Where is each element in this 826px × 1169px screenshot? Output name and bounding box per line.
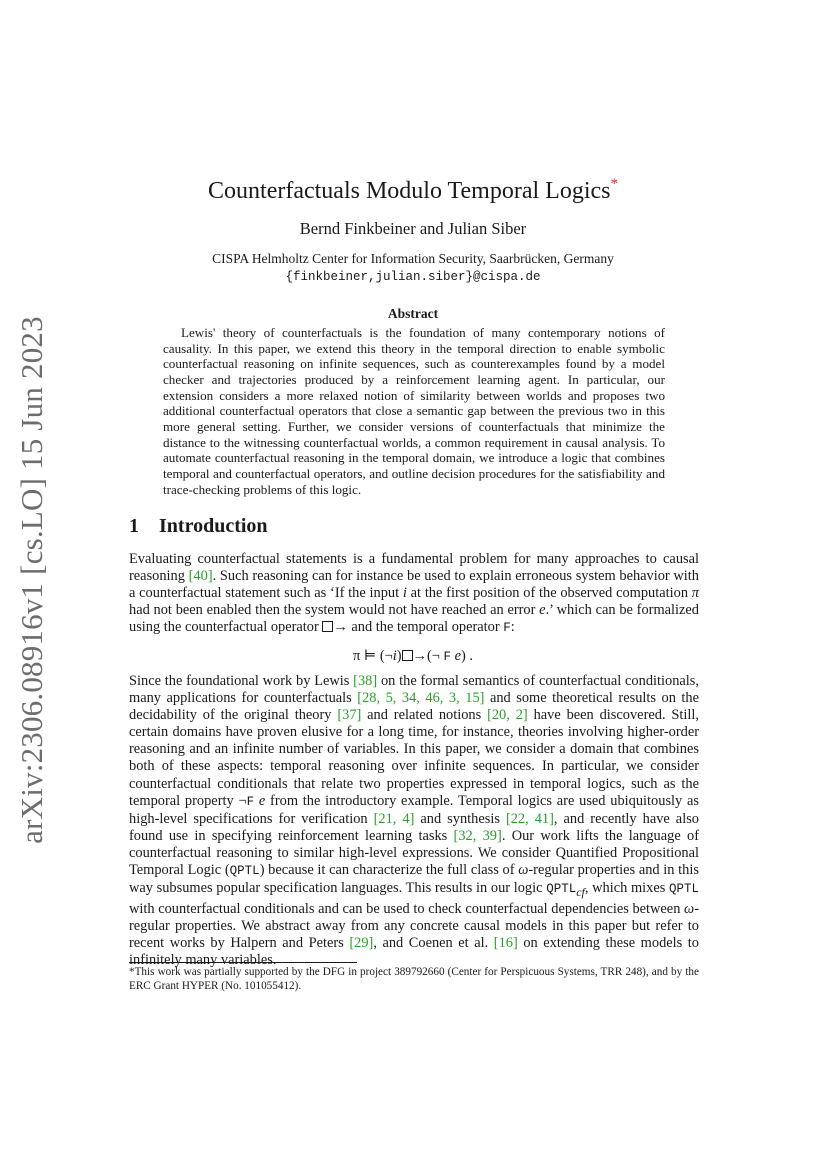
citation-link[interactable]: [20, 2]	[487, 707, 528, 724]
arxiv-identifier-text: arXiv:2306.08916v1 [cs.LO] 15 Jun 2023	[14, 316, 49, 844]
intro-paragraph-1	[129, 551, 699, 637]
citation-link[interactable]: [37]	[337, 707, 362, 724]
text-run: , and Coenen et al.	[373, 935, 494, 952]
math-var: i	[402, 585, 407, 602]
text-run: on the formal semantics of counterfactual conditionals, many applications for counterfactuals	[129, 673, 699, 707]
section-title: Introduction	[159, 515, 268, 537]
footnote-rule	[129, 962, 357, 963]
math-var: e	[258, 792, 266, 809]
formula-part: π ⊨ (¬	[353, 648, 393, 664]
title-footnote-mark[interactable]: *	[610, 176, 618, 192]
affiliation: CISPA Helmholtz Center for Information Security, Saarbrücken, Germany	[212, 251, 614, 266]
email	[0, 268, 826, 284]
math-var: ω	[684, 901, 695, 918]
logic-name: QPTL	[669, 882, 700, 897]
text-run: -regular properties and in this way subsumes popular specification languages. This results in our logic	[129, 862, 699, 897]
formula-part: )	[396, 648, 402, 664]
citation-link[interactable]: [16]	[493, 935, 518, 952]
intro-paragraph-2	[129, 673, 699, 969]
logic-name: QPTL	[546, 882, 577, 897]
footnote: *This work was partially supported by the DFG in project 389792660 (Center for Perspicuous Systems, TRR 248), and by the ERC Grant HYPER (No. 101055412).	[129, 966, 699, 992]
text-run: and some theoretical results on the decidability of the original theory	[129, 690, 700, 724]
citation-link[interactable]: [38]	[353, 673, 378, 689]
citation-link[interactable]: [40]	[188, 568, 213, 585]
text-run: and the temporal operator	[347, 619, 504, 636]
text-run: . Our work lifts the language of counterfactual reasoning to similar high-level expressions. We consider Quantified Propositional Temporal Logic (	[129, 827, 699, 879]
temporal-operator: F	[246, 794, 255, 809]
temporal-operator: F	[443, 650, 451, 664]
text-run: Since the foundational work by Lewis	[129, 673, 354, 689]
counterfactual-arrow: →	[333, 619, 348, 636]
formula-var: e	[454, 648, 461, 664]
text-run: Evaluating counterfactual statements is a fundamental problem for many approaches to causal reasoning	[129, 551, 699, 585]
abstract-heading: Abstract	[387, 306, 439, 321]
text-run: , which mixes	[584, 880, 669, 897]
citation-link[interactable]: [32, 39]	[453, 827, 502, 844]
text-run: on extending these models to infinitely many variables.	[129, 935, 699, 969]
citation-link[interactable]: [29]	[349, 935, 374, 952]
citation-link[interactable]: [21, 4]	[373, 810, 415, 827]
authors: Bernd Finkbeiner and Julian Siber	[299, 219, 527, 238]
text-run: at the first position of the observed computation	[406, 585, 692, 602]
text-run: had not been enabled then the system would not have reached an error	[129, 602, 540, 619]
text-run: :	[510, 619, 515, 636]
logic-subscript: cf	[576, 885, 585, 899]
text-run: ) because it can characterize the full class of	[259, 862, 519, 879]
text-run: and related notions	[361, 707, 488, 724]
text-run: with counterfactual conditionals and can be used to check counterfactual dependencies between	[129, 901, 685, 918]
display-formula	[0, 648, 826, 665]
section-number: 1	[129, 515, 139, 537]
math-var: π	[691, 585, 700, 602]
counterfactual-arrow: →	[412, 648, 427, 664]
text-run: and synthesis	[414, 810, 506, 827]
text-run: have been discovered. Still, certain domains have proven elusive for a long time, for instance, theories involving higher-order reasoning and an infinite number of variables. In this paper, we consider a domain that combines both of these aspects: temporal reasoning over infinite sequences. In particular, we consider counterfactual conditionals that relate two properties expressed in temporal logics, such as the temporal property ¬	[129, 707, 699, 809]
text-run: -regular properties. We abstract away from any concrete causal models in this paper but refer to recent works by Halpern and Peters	[129, 901, 699, 952]
arxiv-identifier	[14, 316, 49, 844]
abstract-body: Lewis' theory of counterfactuals is the foundation of many contemporary notions of causality. In this paper, we extend this theory in the temporal direction to enable symbolic counterfactual reasoning on infinite sequences, such as counterexamples found by a model checker and trajectories produced by a reinforcement learning agent. In particular, our extension considers a more relaxed notion of similarity between worlds and proposes two additional counterfactual operators that close a semantic gap between the previous two in this more general setting. Further, we consider versions of counterfactuals that minimize the distance to the witnessing counterfactual worlds, a common requirement in causal analysis. To automate counterfactual reasoning in the temporal domain, we introduce a logic that combines temporal and counterfactual operators, and outline decision procedures for the satisfiability and trace-checking problems of this logic.	[163, 325, 665, 497]
formula-part: ) .	[460, 648, 473, 664]
logic-name: QPTL	[229, 864, 260, 879]
formula-var: i	[392, 648, 397, 664]
temporal-operator: F	[503, 621, 511, 636]
text-run: , and recently have also found use in specifying reinforcement learning tasks	[129, 810, 699, 844]
counterfactual-box-symbol	[322, 621, 333, 632]
text-run: from the introductory example. Temporal logics are used ubiquitously as high-level specifications for verification	[129, 792, 699, 827]
text-run: . Such reasoning can for instance be used to explain erroneous system behavior with a counterfactual statement such as ‘If the input	[129, 568, 699, 602]
math-var: ω	[518, 862, 529, 879]
math-var: e	[539, 602, 546, 619]
paper-title	[0, 178, 826, 205]
formula-part: (¬	[426, 648, 444, 664]
citation-link[interactable]: [28, 5, 34, 46, 3, 15]	[357, 690, 485, 707]
citation-link[interactable]: [22, 41]	[505, 810, 554, 827]
text-run: .’ which can be formalized using the counterfactual operator	[129, 602, 699, 636]
section-heading	[129, 515, 268, 538]
paper-title-text: Counterfactuals Modulo Temporal Logics	[208, 178, 611, 204]
counterfactual-box-symbol	[402, 650, 413, 661]
email-text: {finkbeiner,julian.siber}@cispa.de	[285, 270, 541, 284]
